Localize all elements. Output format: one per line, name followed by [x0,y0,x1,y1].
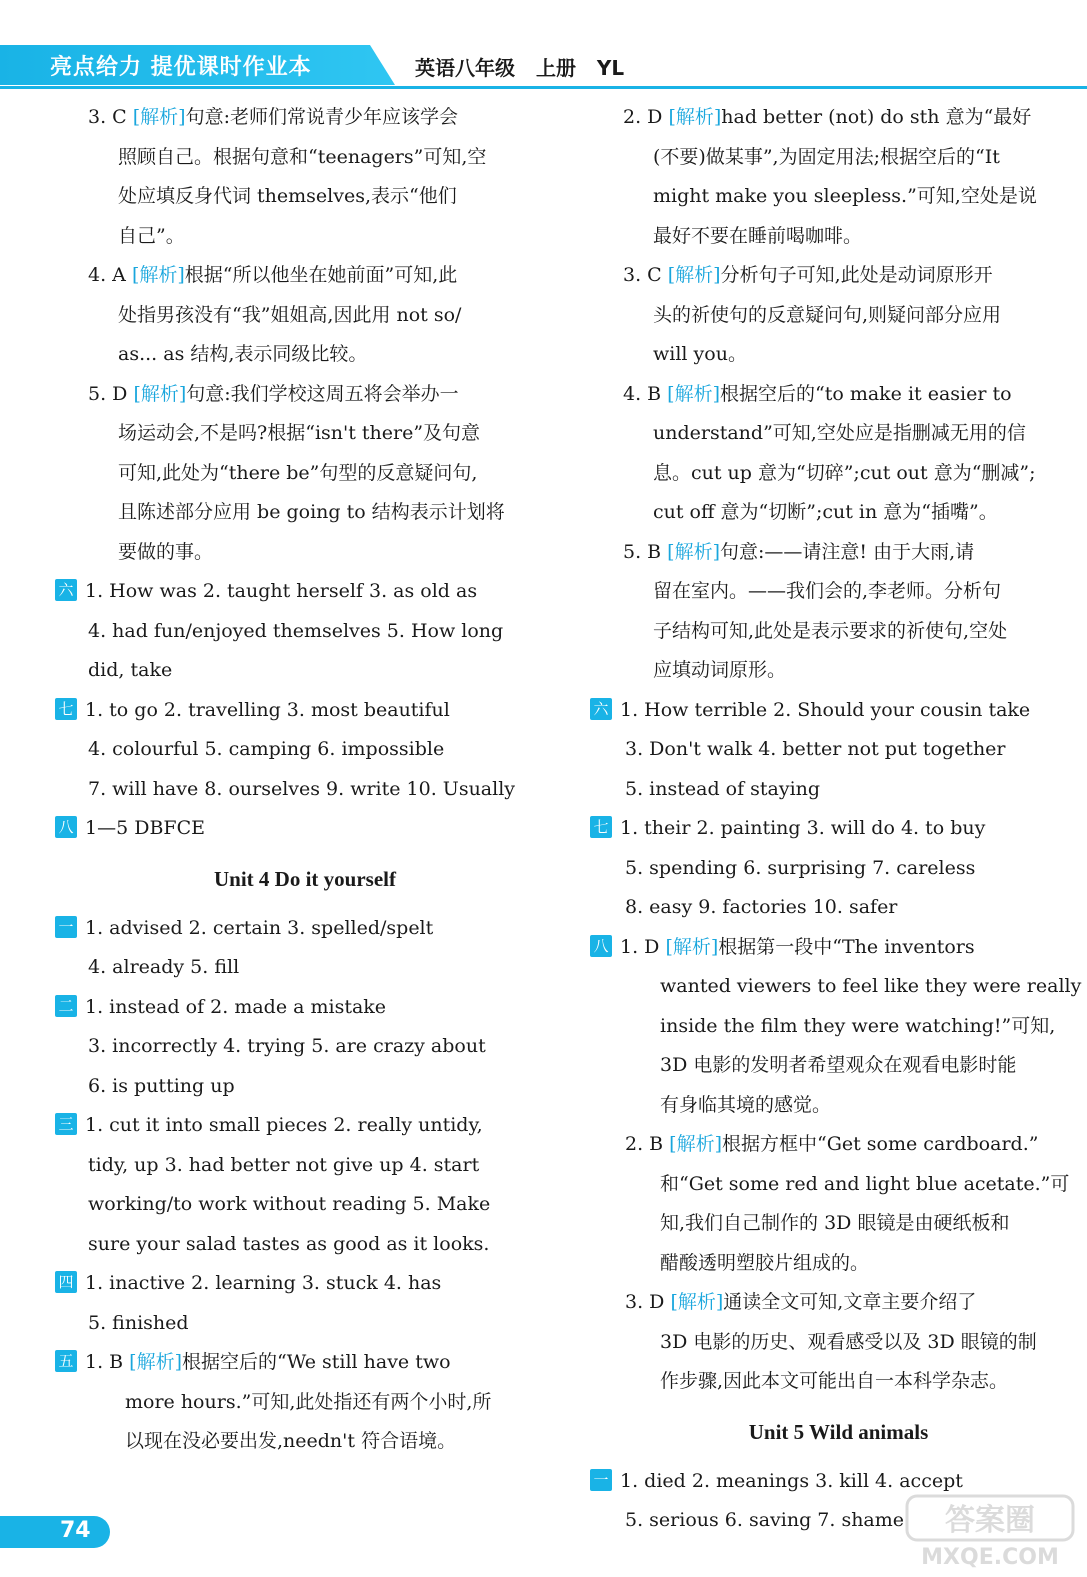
analysis-tag: [解析] [670,1291,724,1313]
answer-line [55,1185,555,1225]
answer-text: 5. finished [88,1311,189,1334]
answer-text: 照顾自己。根据句意和“teenagers”可知,空 [118,145,487,168]
answer-line [55,533,555,573]
answer-text: 1. B [85,1351,130,1373]
answer-text: 3. D [625,1291,671,1313]
answer-line [590,809,1087,849]
answer-line [590,1244,1087,1284]
header-subtitle: 英语八年级 上册 YL [415,56,625,80]
answer-text: 3. C [623,264,668,286]
section-badge: 八 [590,935,612,957]
answer-text: 3. Don't walk 4. better not put together [625,738,1006,760]
answer-line [55,296,555,336]
answer-line [55,138,555,178]
answer-line [590,335,1087,375]
answer-text: 4. B [623,382,668,405]
answer-text: 7. will have 8. ourselves 9. write 10. Usually [88,777,516,800]
section-badge: 一 [590,1469,612,1491]
section-badge: 一 [55,916,77,938]
answer-text: (不要)做某事”,为固定用法;根据空后的“It [653,145,1000,168]
answer-line [590,98,1087,138]
answer-text: 息。cut up 意为“切碎”;cut out 意为“删减”; [653,461,1036,484]
page-number-bar [0,1516,110,1548]
answer-text: 子结构可知,此处是表示要求的祈使句,空处 [653,619,1008,642]
answer-line [590,375,1087,415]
answer-text: tidy, up 3. had better not give up 4. start [88,1153,480,1176]
answer-line [590,691,1087,731]
answer-text: 4. had fun/enjoyed themselves 5. How long [88,619,504,642]
header-divider [0,86,1087,89]
answer-line [55,909,555,949]
answer-text: 根据“所以他坐在她前面”可知,此 [184,264,458,286]
answer-line [590,967,1087,1007]
analysis-tag: [解析] [131,264,185,286]
answer-text: 根据第一段中“The inventors [718,935,975,958]
answer-line [590,1007,1087,1047]
answer-text: understand”可知,空处应是指删减无用的信 [653,422,1026,444]
answer-line [55,988,555,1028]
answer-text: will you。 [653,343,747,365]
answer-text: working/to work without reading 5. Make [88,1193,491,1215]
answer-line [590,1046,1087,1086]
answer-line [55,414,555,454]
answer-text: 应填动词原形。 [653,659,787,681]
answer-line [55,1106,555,1146]
answer-text: 3. incorrectly 4. trying 5. are crazy about [88,1035,486,1057]
answer-text: 句意:我们学校这周五将会举办一 [186,382,459,405]
section-badge: 二 [55,995,77,1017]
answer-text: 5. D [88,382,134,405]
answer-line [55,730,555,770]
answer-text: 根据方框中“Get some cardboard.” [722,1133,1039,1155]
answer-line [55,691,555,731]
answer-line [55,651,555,691]
watermark-logo [905,1490,1075,1570]
answer-line [55,335,555,375]
answer-line [55,375,555,415]
answer-line [590,296,1087,336]
answer-line [590,1165,1087,1205]
analysis-tag: [解析] [665,935,719,958]
answer-line [55,1304,555,1344]
answer-line [55,454,555,494]
answer-line [55,98,555,138]
answer-line [55,809,555,849]
section-badge: 四 [55,1271,77,1293]
section-badge: 六 [55,579,77,601]
answer-text: 8. easy 9. factories 10. safer [625,896,898,918]
answer-text: 1. D [620,935,666,958]
answer-text: 5. serious 6. saving 7. shame [625,1509,905,1531]
answer-line [590,1125,1087,1165]
answer-text: 句意:——请注意! 由于大雨,请 [720,540,975,563]
answer-line [590,177,1087,217]
answer-line [55,1264,555,1304]
answer-line [590,217,1087,257]
answer-text: 2. D [623,106,669,128]
answer-line [55,177,555,217]
left-column [55,98,555,1462]
answer-text: 最好不要在睡前喝咖啡。 [653,224,863,247]
unit-title: Unit 5 Wild animals [748,1419,929,1444]
answer-text: 1. inactive 2. learning 3. stuck 4. has [85,1272,442,1294]
answer-text: had better (not) do sth 意为“最好 [721,106,1032,128]
answer-text: 1—5 DBFCE [85,817,206,839]
answer-line [590,1204,1087,1244]
answer-line [55,1383,555,1423]
answer-line [55,217,555,257]
svg-text:MXQE.COM: MXQE.COM [921,1545,1059,1570]
answer-text: 3D 电影的发明者希望观众在观看电影时能 [660,1054,1017,1076]
answer-text: 且陈述部分应用 be going to 结构表示计划将 [118,501,505,523]
analysis-tag: [解析] [132,106,186,128]
answer-line [590,493,1087,533]
answer-text: 醋酸透明塑胶片组成的。 [660,1251,870,1274]
page-number: 74 [60,1518,91,1543]
answer-text: 以现在没必要出发,needn't 符合语境。 [125,1430,457,1452]
page-header [0,0,1087,92]
answer-line [590,612,1087,652]
answer-text: 2. B [625,1133,670,1155]
answer-text: 头的祈使句的反意疑问句,则疑问部分应用 [653,303,1002,326]
answer-line [55,1146,555,1186]
answer-text: 4. already 5. fill [88,956,240,978]
section-badge: 三 [55,1113,77,1135]
answer-text: 3. C [88,106,133,128]
answer-line [55,1067,555,1107]
section-badge: 六 [590,698,612,720]
answer-line [590,849,1087,889]
answer-line [590,770,1087,810]
answer-line [590,1086,1087,1126]
answer-text: 1. died 2. meanings 3. kill 4. accept [620,1469,963,1492]
answer-line [590,651,1087,691]
answer-text: 自己”。 [118,224,185,247]
answer-text: 处应填反身代词 themselves,表示“他们 [118,185,457,207]
answer-line [590,1283,1087,1323]
answer-text: 根据空后的“We still have two [182,1351,451,1373]
answer-line [590,138,1087,178]
answer-text: 句意:老师们常说青少年应该学会 [185,106,458,128]
answer-text: 1. to go 2. travelling 3. most beautiful [85,698,450,721]
answer-line [590,414,1087,454]
answer-text: 知,我们自己制作的 3D 眼镜是由硬纸板和 [660,1212,1010,1234]
answer-text: 1. cut it into small pieces 2. really untidy, [85,1114,483,1136]
answer-text: 4. colourful 5. camping 6. impossible [88,738,445,760]
answer-line [55,572,555,612]
answer-text: 通读全文可知,文章主要介绍了 [723,1291,977,1313]
answer-text: wanted viewers to feel like they were really [660,975,1082,997]
unit-title: Unit 4 Do it yourself [214,866,396,891]
answer-line [590,1323,1087,1363]
answer-line [55,612,555,652]
answer-text: 6. is putting up [88,1074,235,1097]
answer-text: 1. their 2. painting 3. will do 4. to buy [620,817,986,839]
answer-text: 有身临其境的感觉。 [660,1093,832,1116]
answer-line [590,533,1087,573]
answer-text: 4. A [88,264,132,286]
answer-line [590,730,1087,770]
answer-text: 5. instead of staying [625,777,821,800]
answer-text: 和“Get some red and light blue acetate.”可 [660,1172,1070,1195]
answer-text: as... as 结构,表示同级比较。 [118,343,368,365]
answer-text: 留在室内。——我们会的,李老师。分析句 [653,580,1002,602]
answer-line [590,572,1087,612]
answer-text: 可知,此处为“there be”句型的反意疑问句, [118,461,478,484]
header-title: 亮点给力 提优课时作业本 [50,55,312,80]
answer-line [55,1422,555,1462]
answer-text: 场运动会,不是吗?根据“isn't there”及句意 [118,422,481,444]
answer-text: 1. How was 2. taught herself 3. as old as [85,580,478,602]
answer-text: 处指男孩没有“我”姐姐高,因此用 not so/ [118,303,462,326]
answer-text: 根据空后的“to make it easier to [720,382,1012,405]
answer-text: might make you sleepless.”可知,空处是说 [653,185,1037,207]
section-badge: 八 [55,816,77,838]
answer-line [590,928,1087,968]
answer-text: inside the film they were watching!”可知, [660,1014,1056,1037]
analysis-tag: [解析] [667,264,721,286]
answer-line [55,1343,555,1383]
answer-text: 作步骤,因此本文可能出自一本科学杂志。 [660,1370,1009,1392]
analysis-tag: [解析] [669,1133,722,1155]
answer-line [55,1225,555,1265]
answer-text: 3D 电影的历史、观看感受以及 3D 眼镜的制 [660,1330,1037,1353]
answer-line [590,888,1087,928]
section-badge: 七 [590,816,612,838]
answer-text: 要做的事。 [118,540,214,563]
section-badge: 七 [55,698,77,720]
svg-text:答案圈: 答案圈 [945,1503,1035,1538]
answer-line [590,454,1087,494]
answer-text: 1. How terrible 2. Should your cousin take [620,698,1031,721]
analysis-tag: [解析] [667,540,720,563]
answer-line [55,770,555,810]
answer-text: cut off 意为“切断”;cut in 意为“插嘴”。 [653,501,998,523]
answer-text: 分析句子可知,此处是动词原形开 [720,264,993,286]
analysis-tag: [解析] [667,382,720,405]
answer-line [55,948,555,988]
answer-line [55,1027,555,1067]
answer-line [590,256,1087,296]
answer-text: 1. instead of 2. made a mistake [85,995,387,1018]
answer-text: sure your salad tastes as good as it looks. [88,1232,490,1255]
answer-text: 5. B [623,540,668,563]
answer-line [55,493,555,533]
right-column [590,98,1087,1541]
section-badge: 五 [55,1350,77,1372]
answer-text: 5. spending 6. surprising 7. careless [625,856,976,879]
analysis-tag: [解析] [133,382,187,405]
answer-line [55,256,555,296]
answer-text: more hours.”可知,此处指还有两个小时,所 [125,1390,492,1413]
analysis-tag: [解析] [668,106,722,128]
analysis-tag: [解析] [129,1351,182,1373]
answer-text: 1. advised 2. certain 3. spelled/spelt [85,916,434,939]
answer-line [590,1362,1087,1402]
answer-text: did, take [88,659,173,681]
